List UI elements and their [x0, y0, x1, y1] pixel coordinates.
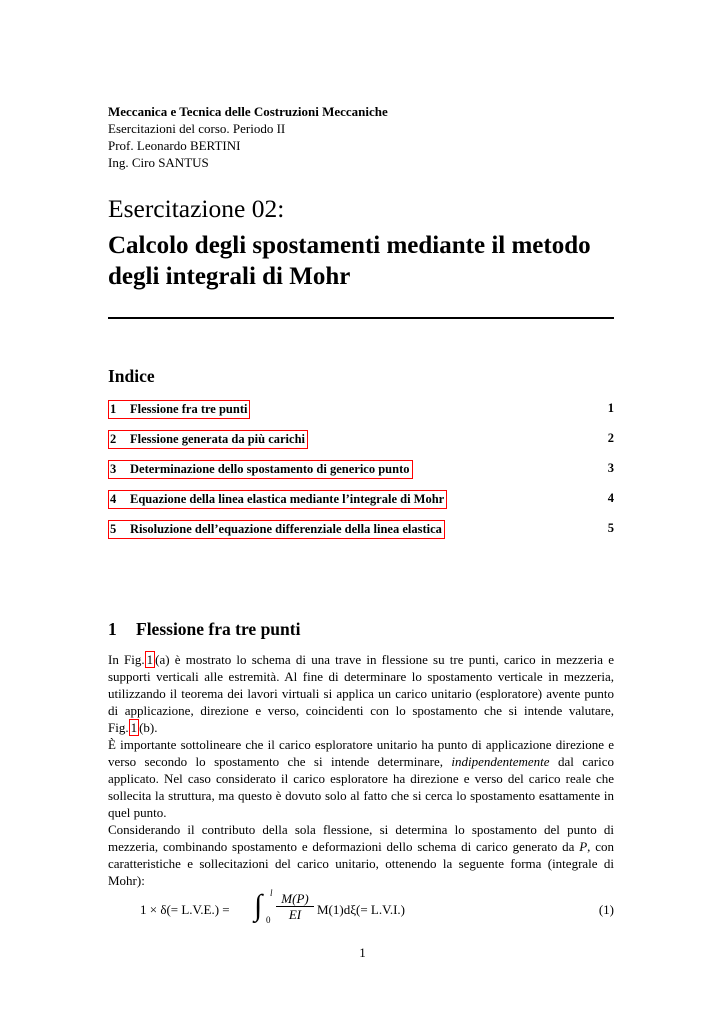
toc-entry-label: Flessione generata da più carichi	[130, 432, 305, 446]
toc-entry	[108, 428, 614, 458]
professor-name: Prof. Leonardo BERTINI	[108, 138, 241, 153]
section-body	[108, 651, 614, 889]
emphasis: indipendentemente	[451, 754, 550, 769]
mohr-integral-equation	[140, 888, 614, 928]
integral-upper-limit: l	[270, 888, 273, 898]
variable: P	[579, 839, 588, 854]
toc-entry-page: 5	[607, 521, 614, 535]
toc-entry-number: 5	[110, 522, 117, 536]
toc-entry-label: Flessione fra tre punti	[130, 402, 248, 416]
toc-heading: Indice	[108, 366, 155, 386]
exercise-title-line-1: Calcolo degli spostamenti mediante il metodo	[108, 232, 591, 259]
toc-link-5[interactable]	[108, 520, 445, 539]
fraction	[276, 891, 314, 923]
text-run: Considerando il contributo della sola flessione, si determina lo spostamento del punto di mezzeria, combinando spostamento e deformazioni dello schema di carico generato da	[108, 822, 614, 854]
course-name: Meccanica e Tecnica delle Costruzioni Meccaniche	[108, 104, 388, 119]
fraction-denominator: EI	[288, 907, 302, 922]
exercise-number: Esercitazione 02:	[108, 194, 285, 223]
course-period: Esercitazioni del corso. Periodo II	[108, 121, 286, 136]
figure-ref-link[interactable]: 1	[130, 720, 138, 735]
equation-lhs: 1 × δ(= L.V.E.) =	[140, 902, 230, 917]
toc-entry-label: Equazione della linea elastica mediante l’integrale di Mohr	[130, 492, 445, 506]
text-run: (a) è mostrato lo schema di una trave in flessione su tre punti, carico in mezzeria e supporti verticali alle estremità. Al fine di determinare lo spostamento verticale in mezzeria, utilizzando il teorema dei lavori virtuali si applica un carico unitario (esploratore) avente punto di applicazione, direzione e verso, coincidenti con lo spostamento che si intende valutare, Fig.	[108, 652, 615, 735]
toc-link-3[interactable]	[108, 460, 413, 479]
toc-entry-page: 1	[607, 401, 614, 415]
equation-number: (1)	[598, 902, 614, 917]
text-run: dal carico applicato. Nel caso considerato il carico esploratore ha direzione e verso del carico reale che sollecita la struttura, ma questo è dovuto solo al fatto che si cerca lo spostamento esattamente in quel punto.	[108, 754, 614, 820]
paragraph	[108, 736, 614, 821]
section-title: Flessione fra tre punti	[136, 619, 301, 639]
text-run: (b).	[139, 720, 158, 735]
text-run: , con caratteristiche e sollecitazioni del carico unitario, ottenendo la seguente forma (integrale di Mohr):	[108, 839, 614, 888]
toc-entry-number: 4	[110, 492, 117, 506]
text-run: È importante sottolineare che il carico esploratore unitario ha punto di applicazione direzione e verso secondo lo spostamento che si intende determinare,	[108, 737, 614, 769]
figure-ref-link[interactable]: 1	[146, 652, 154, 667]
toc-entry-label: Risoluzione dell’equazione differenziale della linea elastica	[130, 522, 442, 536]
text-run: In Fig.	[108, 652, 145, 667]
title-divider	[108, 317, 614, 319]
assistant-name: Ing. Ciro SANTUS	[108, 155, 209, 170]
paragraph	[108, 821, 614, 889]
fraction-numerator: M(P)	[276, 891, 314, 907]
toc-link-2[interactable]	[108, 430, 308, 449]
toc-entry-number: 2	[110, 432, 117, 446]
toc-entry-page: 4	[607, 491, 614, 505]
document-title	[108, 194, 628, 292]
section-heading	[108, 619, 300, 640]
toc-entry-number: 3	[110, 462, 117, 476]
toc-entry-number: 1	[110, 402, 117, 416]
page-number: 1	[359, 945, 366, 960]
toc-link-4[interactable]	[108, 490, 447, 509]
course-header	[108, 103, 388, 171]
toc-entry	[108, 398, 614, 428]
toc-entry-page: 2	[607, 431, 614, 445]
toc-entry	[108, 518, 614, 548]
toc-entry	[108, 458, 614, 488]
toc-link-1[interactable]	[108, 400, 250, 419]
exercise-title	[108, 230, 628, 292]
toc-entry	[108, 488, 614, 518]
exercise-title-line-2: degli integrali di Mohr	[108, 263, 351, 290]
equation-rhs: M(1)dξ(= L.V.I.)	[317, 902, 405, 917]
table-of-contents	[108, 398, 614, 548]
section-number: 1	[108, 619, 117, 639]
paragraph	[108, 651, 614, 736]
integral-sign: ∫	[254, 889, 263, 922]
integral-lower-limit: 0	[266, 915, 271, 925]
toc-entry-page: 3	[607, 461, 614, 475]
toc-entry-label: Determinazione dello spostamento di generico punto	[130, 462, 410, 476]
